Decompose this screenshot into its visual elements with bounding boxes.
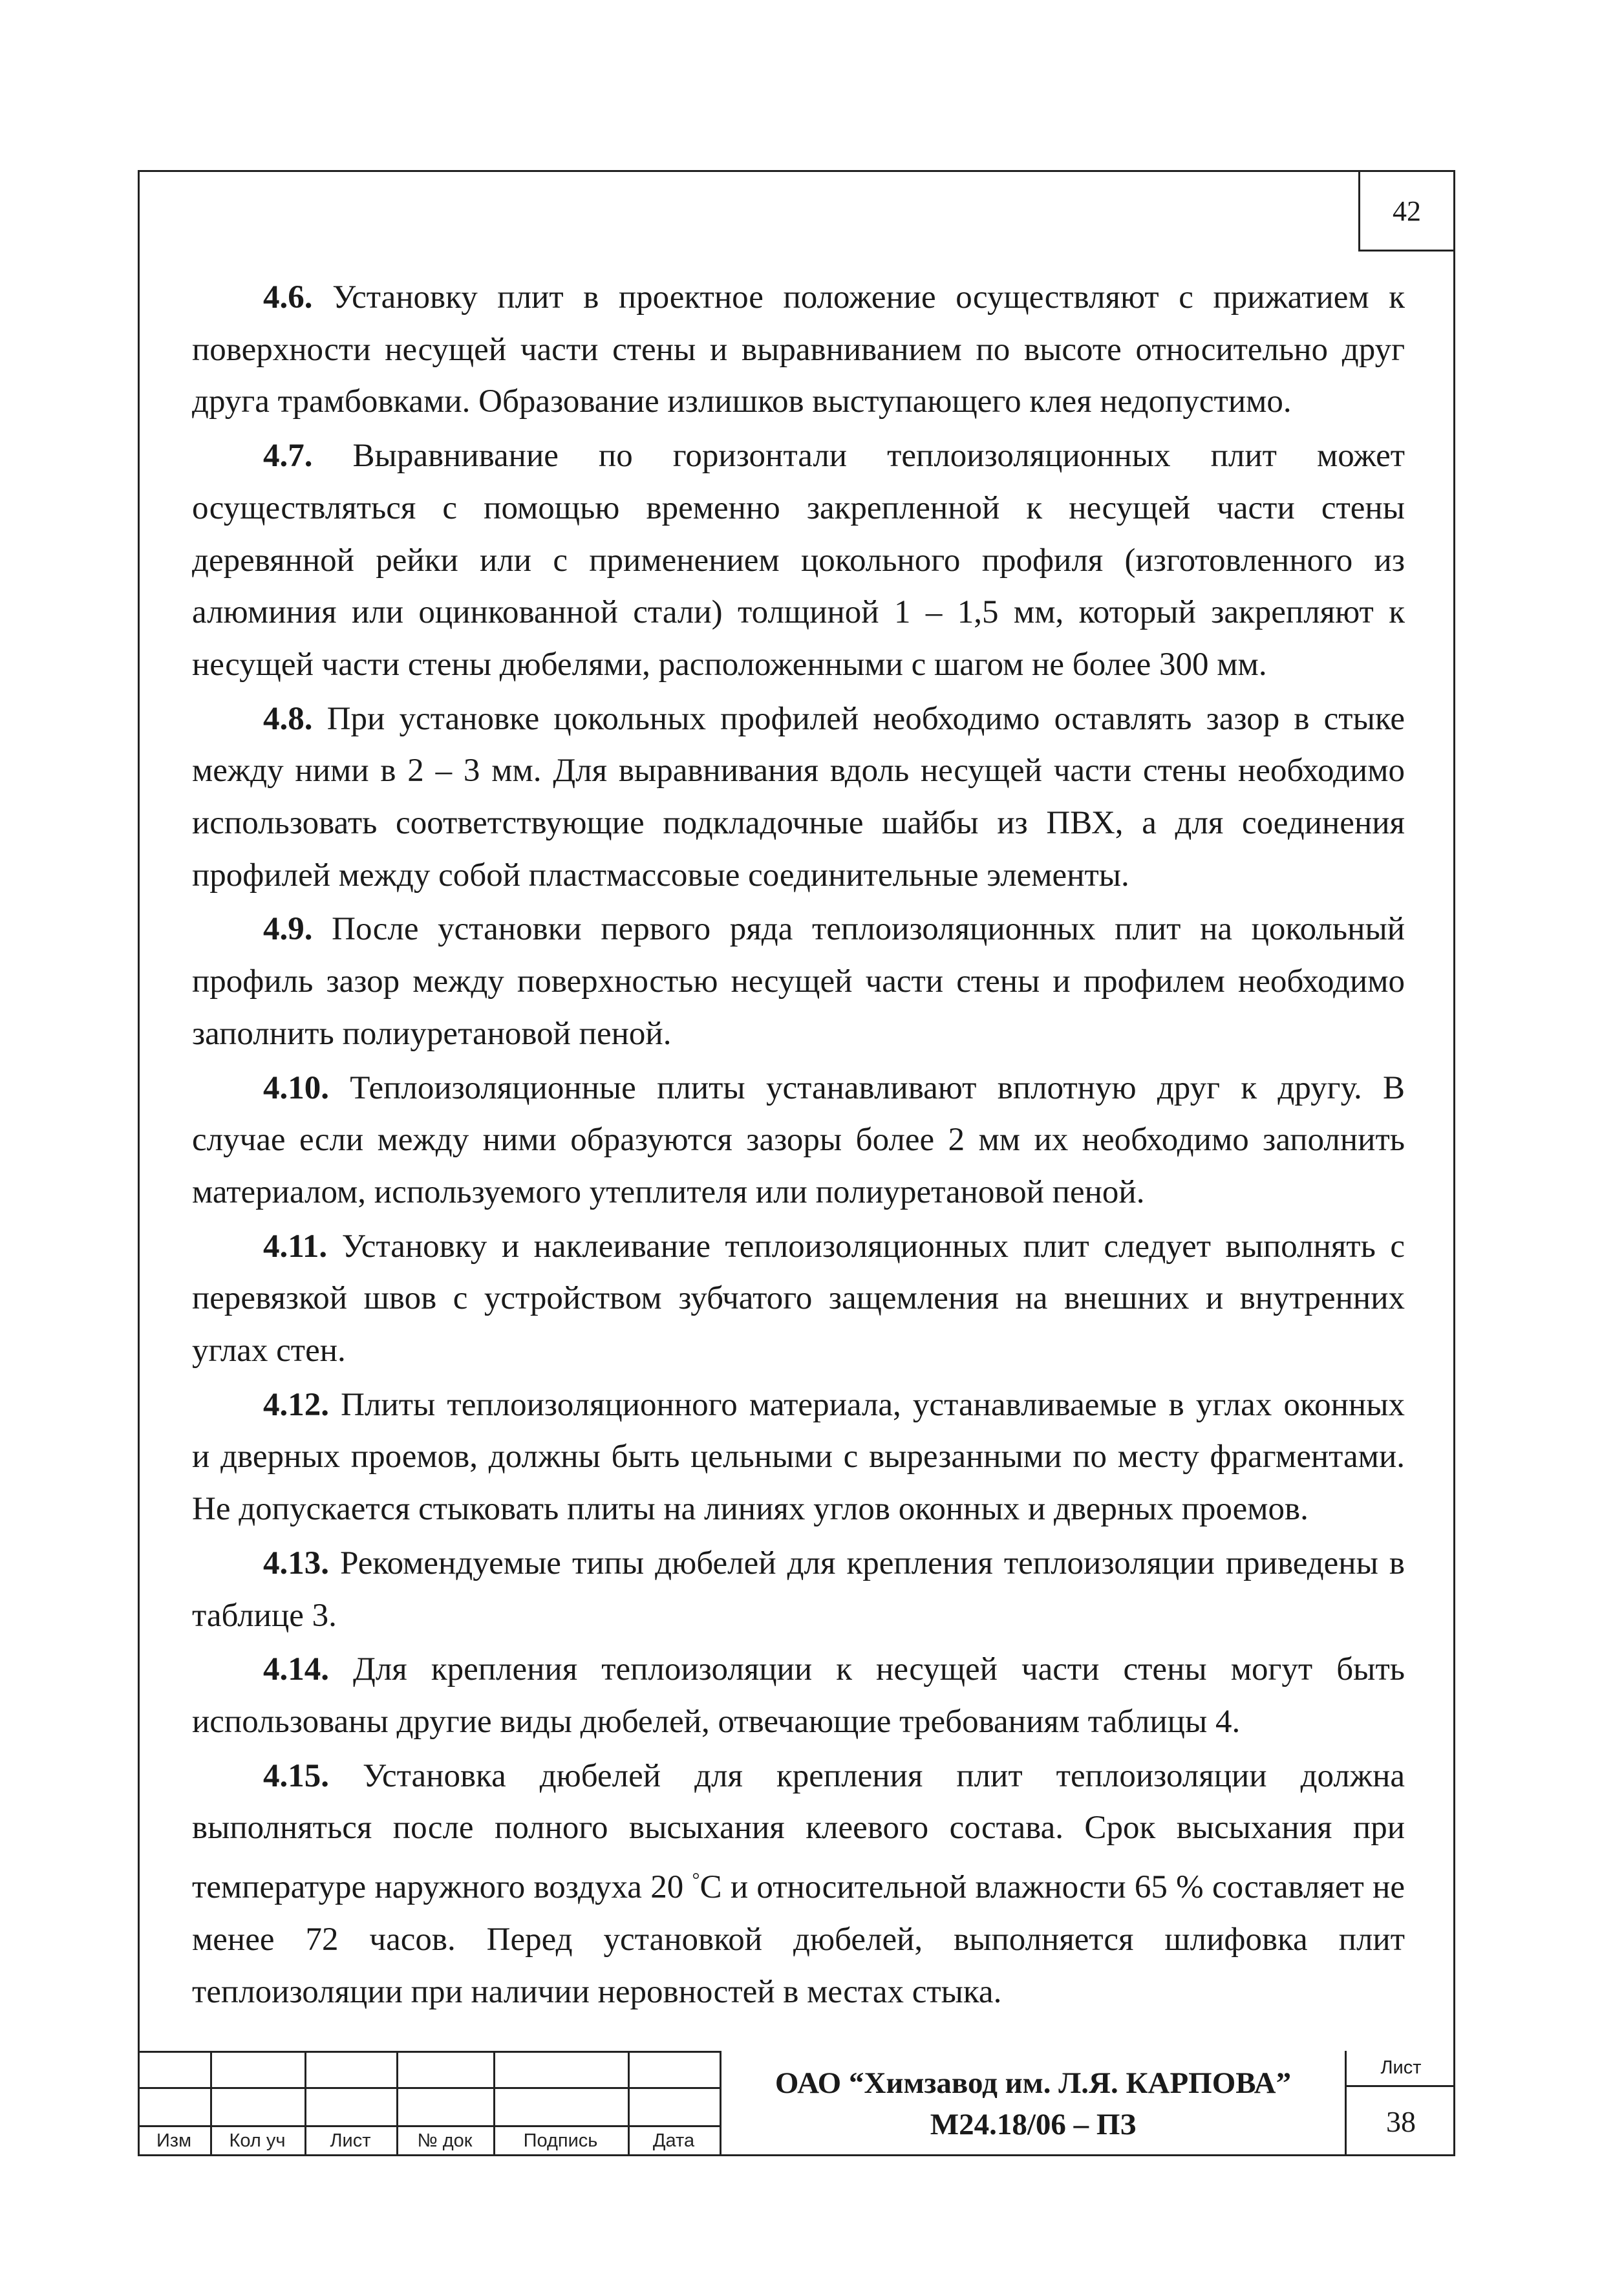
paragraph-4-13: 4.13. Рекомендуемые типы дюбелей для крепления теплоизоляции приведены в таблице 3.	[192, 1545, 1405, 1634]
degree-sign: °	[692, 1869, 700, 1891]
document-code: М24.18/06 – ПЗ	[930, 2107, 1137, 2141]
stamp-col-list: Лист	[330, 2130, 371, 2151]
paragraph-4-6: 4.6. Установку плит в проектное положение осуществляют с прижатием к поверхности несущей части стены и выравниванием по высоте относительно друг друга трамбовками. Образование излишков выступающего клея недопустимо.	[192, 279, 1405, 420]
stamp-col-izm: Изм	[156, 2130, 192, 2151]
paragraph-4-11: 4.11. Установку и наклеивание теплоизоляционных плит следует выполнять с перевязкой швов с устройством зубчатого защемления на внешних и внутренних углах стен.	[192, 1228, 1405, 1369]
stamp-col-signature: Подпись	[523, 2130, 598, 2151]
organization-name: ОАО “Химзавод им. Л.Я. КАРПОВА”	[775, 2066, 1292, 2100]
paragraph-4-9: 4.9. После установки первого ряда теплоизоляционных плит на цокольный профиль зазор между поверхностью несущей части стены и профилем необходимо заполнить полиуретановой пеной.	[192, 911, 1405, 1052]
sheet-label: Лист	[1347, 2051, 1455, 2087]
paragraph-4-12: 4.12. Плиты теплоизоляционного материала, устанавливаемые в углах оконных и дверных проемов, должны быть цельными с вырезанными по месту фрагментами. Не допускается стыковать плиты на линиях углов оконных и дверных проемов.	[192, 1386, 1405, 1528]
paragraph-4-15: 4.15. Установка дюбелей для крепления плит теплоизоляции должна выполняться после полного высыхания клеевого состава. Срок высыхания при температуре наружного воздуха 20 °С и относительной влажности 65 % составляет не менее 72 часов. Перед установкой дюбелей, выполняется шлифовка плит теплоизоляции при наличии неровностей в местах стыка.	[192, 1757, 1405, 2010]
paragraph-4-7: 4.7. Выравнивание по горизонтали теплоизоляционных плит может осуществляться с помощью временно закрепленной к несущей части стены деревянной рейки или с применением цокольного профиля (изготовленного из алюминия или оцинкованной стали) толщиной 1 – 1,5 мм, который закрепляют к несущей части стены дюбелями, расположенными с шагом не более 300 мм.	[192, 438, 1405, 683]
body-text	[192, 272, 1405, 2020]
stamp-title	[720, 2051, 1347, 2156]
stamp-col-date: Дата	[652, 2130, 695, 2151]
stamp-sheet-cell	[1347, 2051, 1455, 2156]
paragraph-4-10: 4.10. Теплоизоляционные плиты устанавливают вплотную друг к другу. В случае если между ними образуются зазоры более 2 мм их необходимо заполнить материалом, используемого утеплителя или полиуретановой пеной.	[192, 1069, 1405, 1210]
stamp-col-doc-no: № док	[417, 2130, 473, 2151]
paragraph-4-14: 4.14. Для крепления теплоизоляции к несущей части стены могут быть использованы другие виды дюбелей, отвечающие требованиям таблицы 4.	[192, 1651, 1405, 1740]
stamp-grid	[138, 2051, 720, 2156]
page-number: 42	[1358, 170, 1455, 252]
title-block-stamp	[138, 2051, 1455, 2156]
sheet-number: 38	[1386, 2105, 1416, 2138]
paragraph-4-8: 4.8. При установке цокольных профилей необходимо оставлять зазор в стыке между ними в 2 – 3 мм. Для выравнивания вдоль несущей части стены необходимо использовать соответствующие подкладочные шайбы из ПВХ, а для соединения профилей между собой пластмассовые соединительные элементы.	[192, 700, 1405, 894]
stamp-col-kol-uch: Кол уч	[229, 2130, 286, 2151]
